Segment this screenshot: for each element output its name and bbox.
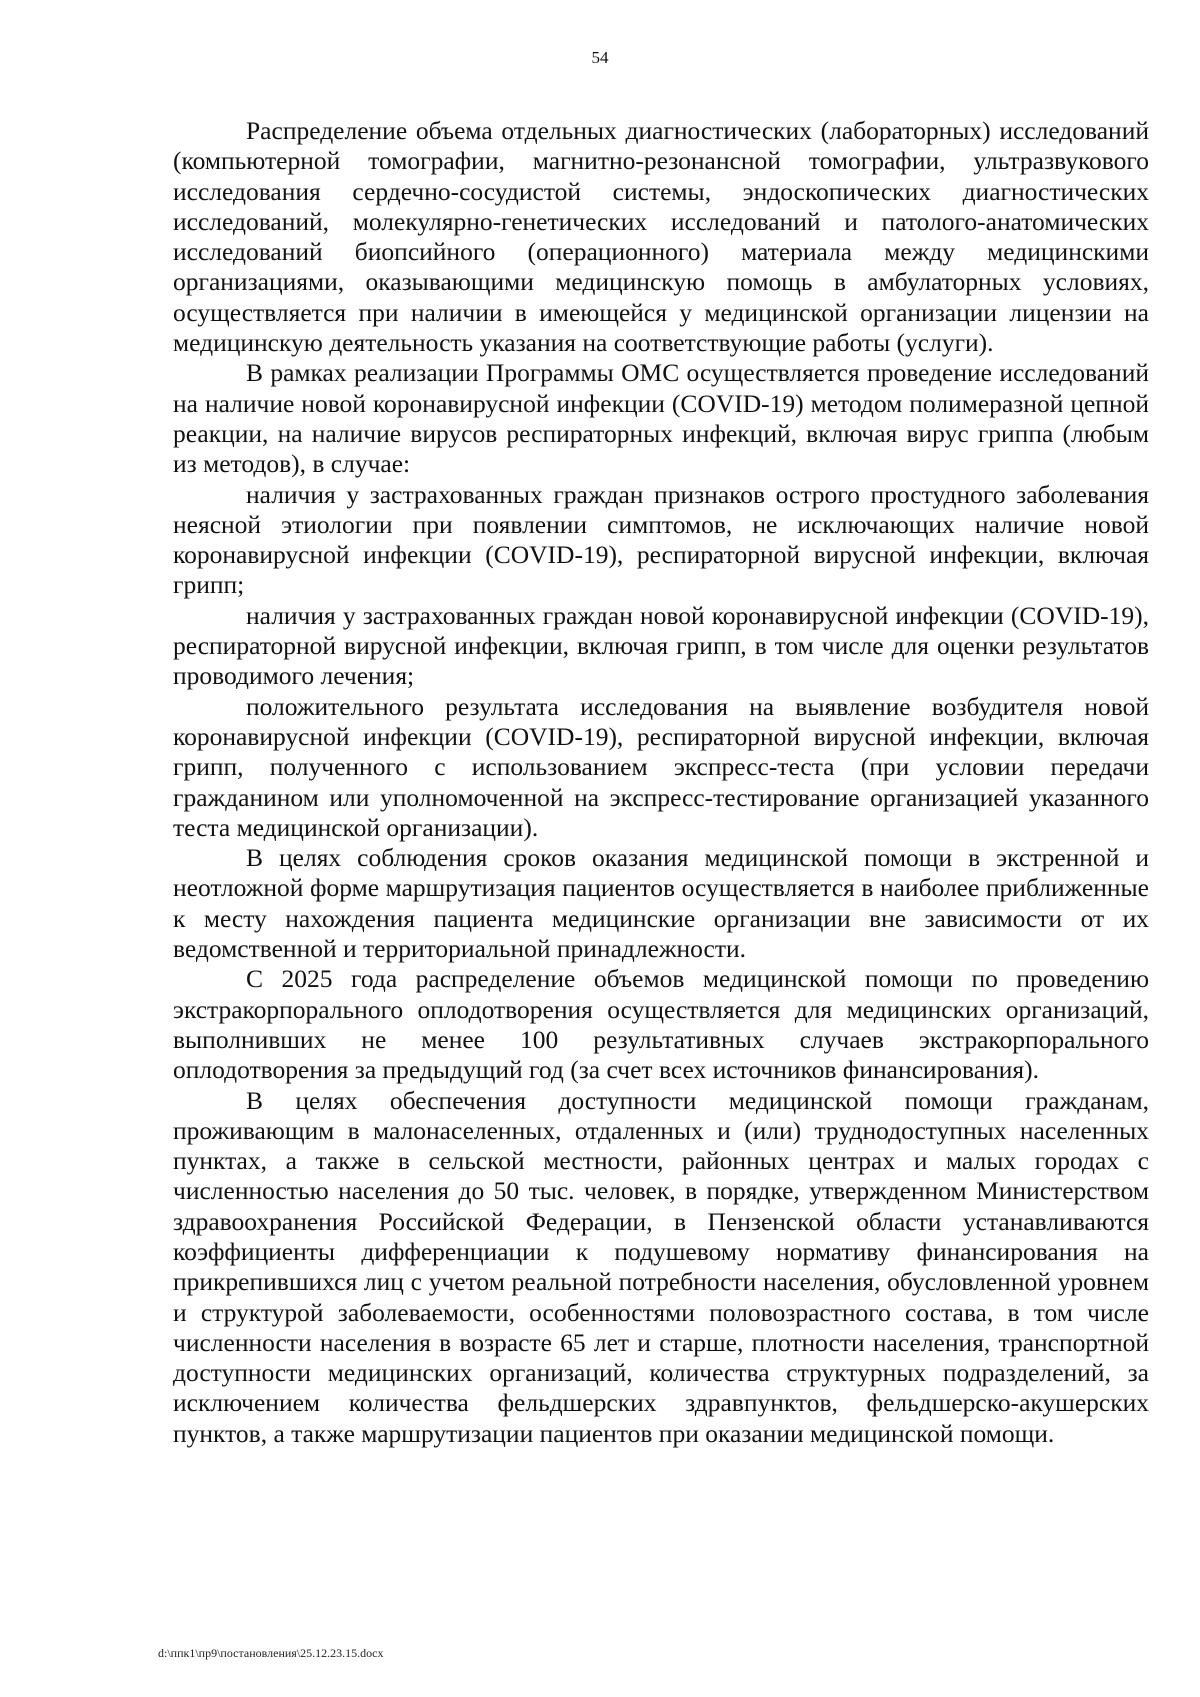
document-body: [173, 116, 1149, 1449]
paragraph-case-symptoms: наличия у застрахованных граждан признаков острого простудного заболевания неясной этиологии при появлении симптомов, не исключающих наличие новой коронавирусной инфекции (COVID-19), респираторной вирусной инфекции, включая грипп;: [173, 479, 1149, 600]
paragraph-lab-distribution: Распределение объема отдельных диагностических (лабораторных) исследований (компьютерной томографии, магнитно-резонансной томографии, ультразвукового исследования сердечно-сосудистой системы, эндоскопических диагностических исследований, молекулярно-генетических исследований и патолого-анатомических исследований биопсийного (операционного) материала между медицинскими организациями, оказывающими медицинскую помощь в амбулаторных условиях, осуществляется при наличии в имеющейся у медицинской организации лицензии на медицинскую деятельность указания на соответствующие работы (услуги).: [173, 116, 1149, 358]
paragraph-accessibility: В целях обеспечения доступности медицинской помощи гражданам, проживающим в малонаселенных, отдаленных и (или) труднодоступных населенных пунктах, а также в сельской местности, районных центрах и малых городах с численностью населения до 50 тыс. человек, в порядке, утвержденном Министерством здравоохранения Российской Федерации, в Пензенской области устанавливаются коэффициенты дифференциации к подушевому нормативу финансирования на прикрепившихся лиц с учетом реальной потребности населения, обусловленной уровнем и структурой заболеваемости, особенностями половозрастного состава, в том числе численности населения в возрасте 65 лет и старше, плотности населения, транспортной доступности медицинских организаций, количества структурных подразделений, за исключением количества фельдшерских здравпунктов, фельдшерско-акушерских пунктов, а также маршрутизации пациентов при оказании медицинской помощи.: [173, 1085, 1149, 1448]
paragraph-case-express-test: положительного результата исследования на выявление возбудителя новой коронавирусной инфекции (COVID-19), респираторной вирусной инфекции, включая грипп, полученного с использованием экспресс-теста (при условии передачи гражданином или уполномоченной на экспресс-тестирование организацией указанного теста медицинской организации).: [173, 691, 1149, 842]
paragraph-covid-testing: В рамках реализации Программы ОМС осуществляется проведение исследований на наличие новой коронавирусной инфекции (COVID-19) методом полимеразной цепной реакции, на наличие вирусов респираторных инфекций, включая вирус гриппа (любым из методов), в случае:: [173, 358, 1149, 479]
page-number: 54: [591, 48, 609, 67]
paragraph-routing: В целях соблюдения сроков оказания медицинской помощи в экстренной и неотложной форме маршрутизация пациентов осуществляется в наиболее приближенные к месту нахождения пациента медицинские организации вне зависимости от их ведомственной и территориальной принадлежности.: [173, 843, 1149, 964]
paragraph-ivf: С 2025 года распределение объемов медицинской помощи по проведению экстракорпорального оплодотворения осуществляется для медицинских организаций, выполнивших не менее 100 результативных случаев экстракорпорального оплодотворения за предыдущий год (за счет всех источников финансирования).: [173, 964, 1149, 1085]
footer-file-path: d:\ппк1\пр9\постановления\25.12.23.15.docx: [158, 1646, 384, 1660]
paragraph-case-infection: наличия у застрахованных граждан новой коронавирусной инфекции (COVID-19), респираторной вирусной инфекции, включая грипп, в том числе для оценки результатов проводимого лечения;: [173, 600, 1149, 691]
